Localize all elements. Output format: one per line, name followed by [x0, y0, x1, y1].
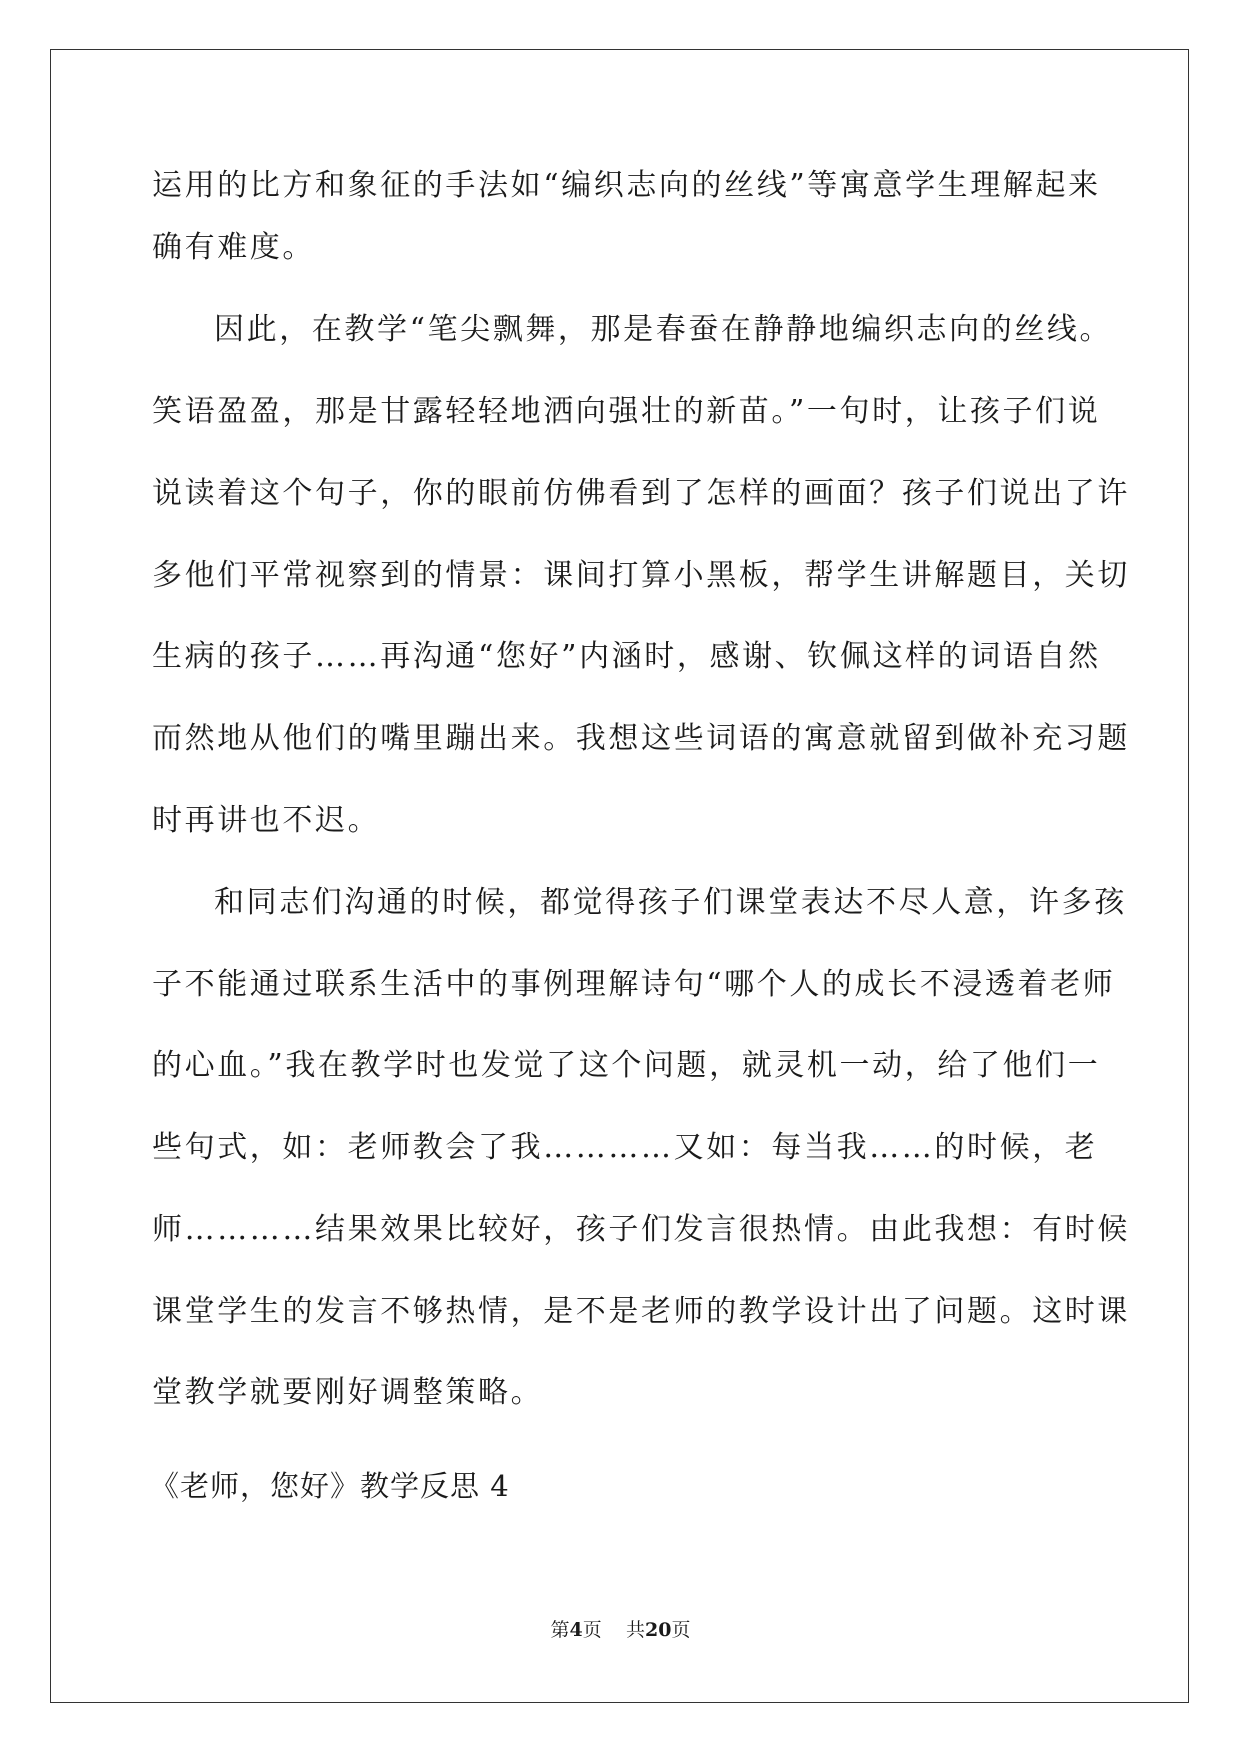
total-suffix: 页 [671, 1619, 691, 1641]
body-line-15: 课堂学生的发言不够热情，是不是老师的教学设计出了问题。这时课 [152, 1294, 1130, 1329]
body-line-11: 子不能通过联系生活中的事例理解诗句“哪个人的成长不浸透着老师 [152, 967, 1116, 1002]
total-prefix: 共 [625, 1619, 645, 1641]
section-heading: 《老师，您好》教学反思 4 [150, 1469, 510, 1503]
body-line-9: 时再讲也不迟。 [152, 803, 381, 838]
body-line-7: 生病的孩子……再沟通“您好”内涵时，感谢、钦佩这样的词语自然 [152, 639, 1101, 674]
page-prefix: 第 [550, 1619, 570, 1641]
body-line-1: 运用的比方和象征的手法如“编织志向的丝线”等寓意学生理解起来 [152, 168, 1101, 203]
body-line-2: 确有难度。 [152, 230, 315, 265]
body-line-6: 多他们平常视察到的情景：课间打算小黑板，帮学生讲解题目，关切 [152, 558, 1130, 593]
body-line-10: 和同志们沟通的时候，都觉得孩子们课堂表达不尽人意，许多孩 [214, 885, 1127, 920]
body-line-5: 说读着这个句子，你的眼前仿佛看到了怎样的画面？孩子们说出了许 [152, 476, 1130, 511]
page-footer [0, 1618, 1241, 1642]
total-pages: 20 [644, 1619, 672, 1641]
body-line-16: 堂教学就要刚好调整策略。 [152, 1375, 544, 1410]
body-line-8: 而然地从他们的嘴里蹦出来。我想这些词语的寓意就留到做补充习题 [152, 721, 1130, 756]
body-line-4: 笑语盈盈，那是甘露轻轻地洒向强壮的新苗。”一句时，让孩子们说 [152, 394, 1101, 429]
page-border [50, 49, 1189, 1703]
page-number: 4 [569, 1619, 583, 1641]
page-suffix: 页 [582, 1619, 602, 1641]
body-line-14: 师…………结果效果比较好，孩子们发言很热情。由此我想：有时候 [152, 1212, 1130, 1247]
body-line-13: 些句式，如：老师教会了我…………又如：每当我……的时候，老 [152, 1130, 1098, 1165]
body-line-12: 的心血。”我在教学时也发觉了这个问题，就灵机一动，给了他们一 [152, 1048, 1101, 1083]
body-line-3: 因此，在教学“笔尖飘舞，那是春蚕在静静地编织志向的丝线。 [214, 312, 1113, 347]
